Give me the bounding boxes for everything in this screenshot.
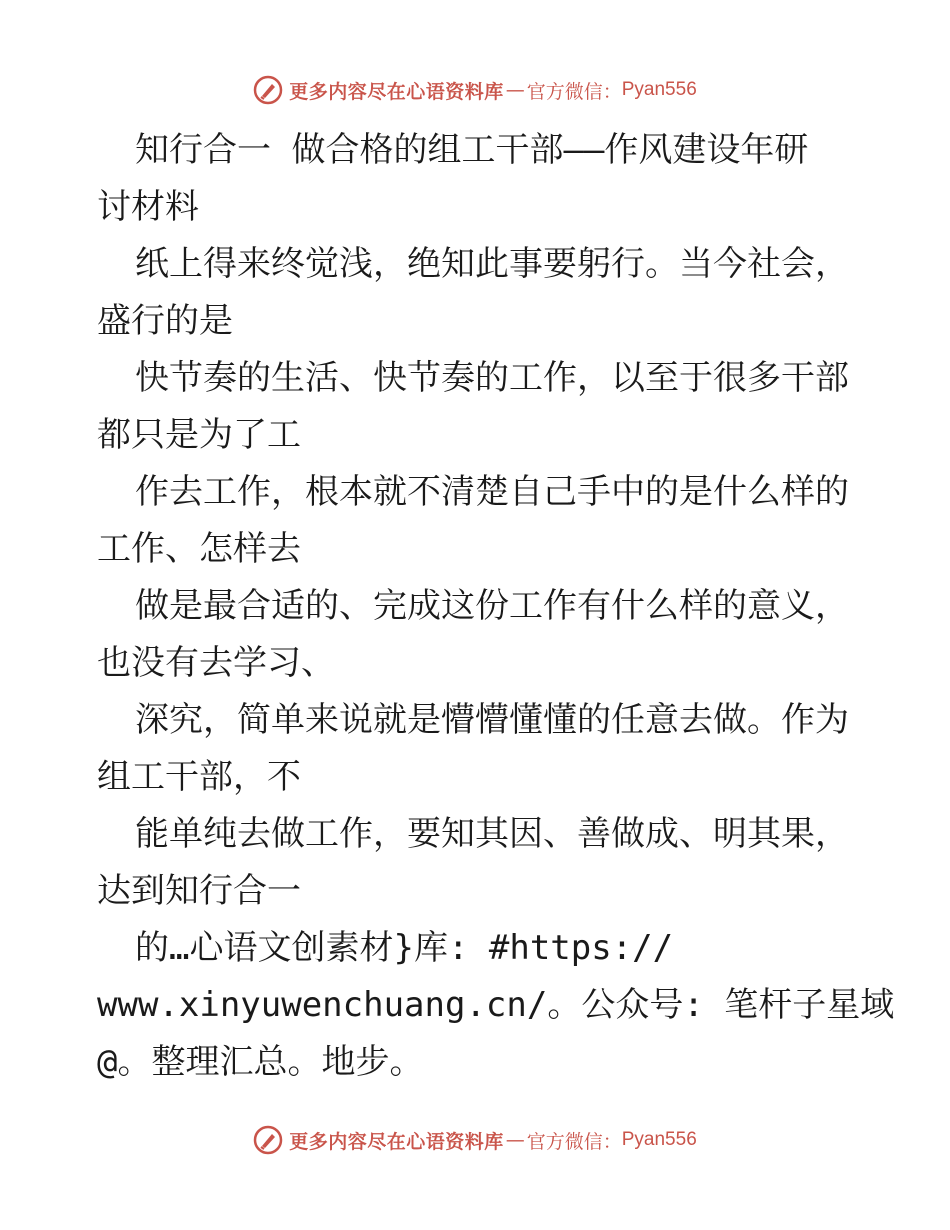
text-line: 讨材料 <box>97 187 199 227</box>
text-line: 作去工作，根本就不清楚自己手中的是什么样的 <box>135 472 849 512</box>
banner-dash: — <box>505 1129 525 1151</box>
text-line: 能单纯去做工作，要知其因、善做成、明其果， <box>135 814 849 854</box>
pen-logo-icon <box>253 75 283 105</box>
text-line: www.xinyuwenchuang.cn/。公众号: 笔杆子星域 <box>97 985 895 1025</box>
footer-banner <box>0 1122 950 1158</box>
banner-wechat-label: 官方微信： <box>526 80 622 103</box>
text-line: 快节奏的生活、快节奏的工作，以至于很多干部 <box>135 358 849 398</box>
banner-main-text: 更多内容尽在心语资料库 <box>289 80 504 103</box>
banner-wechat-id: Pyan556 <box>621 79 697 100</box>
pen-logo-icon <box>253 1125 283 1155</box>
banner-dash: — <box>505 79 525 101</box>
text-line: 深究，简单来说就是懵懵懂懂的任意去做。作为 <box>135 700 849 740</box>
banner-wechat-label: 官方微信： <box>526 1130 622 1153</box>
text-line: 纸上得来终觉浅，绝知此事要躬行。当今社会， <box>135 244 849 284</box>
banner-main-text: 更多内容尽在心语资料库 <box>289 1130 504 1153</box>
document-body <box>97 122 897 1091</box>
text-line: @。整理汇总。地步。 <box>97 1042 424 1082</box>
text-line: 都只是为了工 <box>97 415 301 455</box>
text-line: 做是最合适的、完成这份工作有什么样的意义， <box>135 586 849 626</box>
text-line: 也没有去学习、 <box>97 643 335 683</box>
text-line: 知行合一 做合格的组工干部——作风建设年研 <box>135 130 809 170</box>
text-line: 工作、怎样去 <box>97 529 301 569</box>
text-line: 组工干部，不 <box>97 757 301 797</box>
header-banner <box>0 72 950 108</box>
text-line: 盛行的是 <box>97 301 233 341</box>
text-line: 达到知行合一 <box>97 871 301 911</box>
text-line: 的…心语文创素材}库: #https:// <box>135 928 674 968</box>
banner-wechat-id: Pyan556 <box>621 1129 697 1150</box>
